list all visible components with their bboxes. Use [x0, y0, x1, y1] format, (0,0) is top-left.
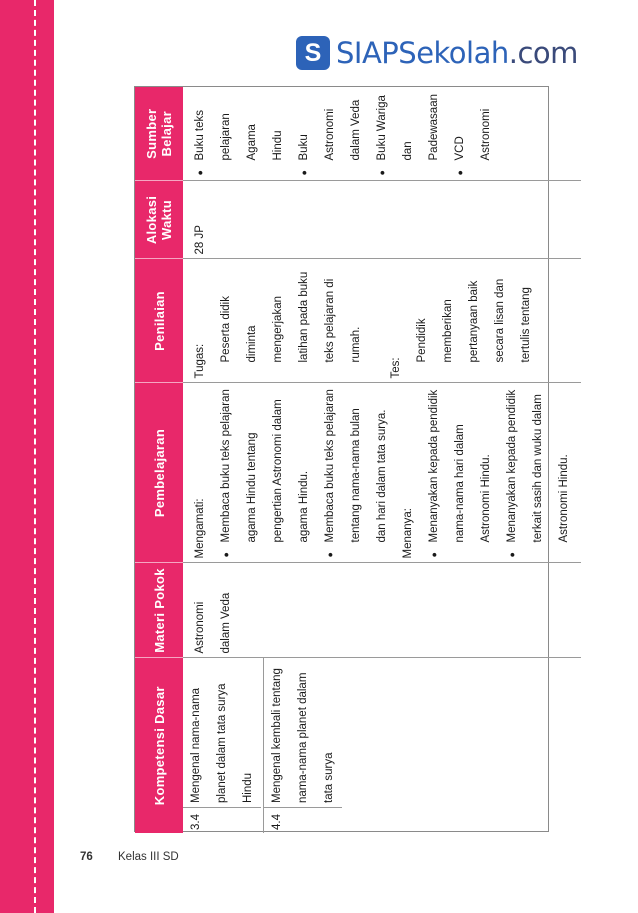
sumber-cell [183, 87, 581, 181]
kompetensi-number: 4.4 [264, 807, 342, 833]
list-item: ● Menanyakan kepada pendidik nama-nama hari dalam Astronomi Hindu. [421, 388, 499, 559]
header-pembelajaran: Pembelajaran [135, 383, 183, 563]
tes-text: Pendidik memberikan pertanyaan baik secara lisan dan tertulis tentang [416, 278, 532, 363]
list-item: ● Menanyakan kepada pendidik terkait sasih dan wuku dalam Astronomi Hindu. [499, 388, 577, 559]
alokasi-cell: 28 JP [183, 181, 581, 259]
tes-label: Tes: [390, 357, 402, 379]
list-item: ● Membaca buku teks pelajaran tentang nama-nama bulan dan hari dalam tata surya. [317, 388, 395, 559]
kompetensi-text: Mengenal kembali tentang nama-nama planet dalam tata surya [271, 668, 335, 803]
header-kompetensi: Kompetensi Dasar [135, 658, 183, 833]
penilaian-cell [183, 259, 581, 383]
header-alokasi: Alokasi Waktu [135, 181, 183, 259]
kompetensi-text: Mengenal nama-nama planet dalam tata surya Hindu [190, 683, 254, 803]
tugas-text: Peserta didik diminta mengerjakan latihan pada buku teks pelajaran di rumah. [220, 271, 362, 363]
page-footer [80, 851, 179, 863]
materi-cell: Astronomi dalam Veda [183, 563, 581, 658]
mengamati-list [213, 388, 395, 559]
page-number: 76 [80, 851, 93, 863]
table-header-row [135, 87, 183, 833]
tugas-label: Tugas: [194, 343, 206, 379]
sumber-list [187, 91, 499, 177]
watermark-text [336, 36, 578, 70]
watermark-logo: S [296, 36, 330, 70]
cut-line [34, 0, 36, 913]
kompetensi-cell [183, 658, 581, 833]
header-sumber: Sumber Belajar [135, 87, 183, 181]
watermark [296, 33, 578, 73]
syllabus-table [135, 87, 581, 833]
list-item: ● Buku teks pelajaran Agama Hindu [187, 91, 291, 177]
list-item: ● Membaca buku teks pelajaran agama Hindu tentang pengertian Astronomi dalam agama Hindu. [213, 388, 317, 559]
header-penilaian: Penilaian [135, 259, 183, 383]
table-row [183, 87, 581, 833]
book-title: Kelas III SD [118, 851, 179, 863]
kompetensi-number: 3.4 [183, 807, 261, 833]
kompetensi-item [183, 659, 261, 834]
watermark-domain: .com [508, 36, 578, 70]
page-sidebar [0, 0, 54, 913]
syllabus-table-frame [134, 86, 570, 832]
watermark-name: SIAPSekolah [336, 36, 509, 70]
kompetensi-item [263, 659, 342, 834]
list-item: ● Buku Wariga dan Padewasaan [369, 91, 447, 177]
rotated-table [135, 87, 570, 833]
spacer [369, 264, 383, 379]
menanya-label: Menanya: [402, 507, 414, 559]
list-item: ● VCD Astronomi [447, 91, 499, 177]
list-item: ● Buku Astronomi dalam Veda [291, 91, 369, 177]
header-materi: Materi Pokok [135, 563, 183, 658]
menanya-list [421, 388, 577, 559]
mengamati-label: Mengamati: [194, 498, 206, 559]
pembelajaran-cell [183, 383, 581, 563]
